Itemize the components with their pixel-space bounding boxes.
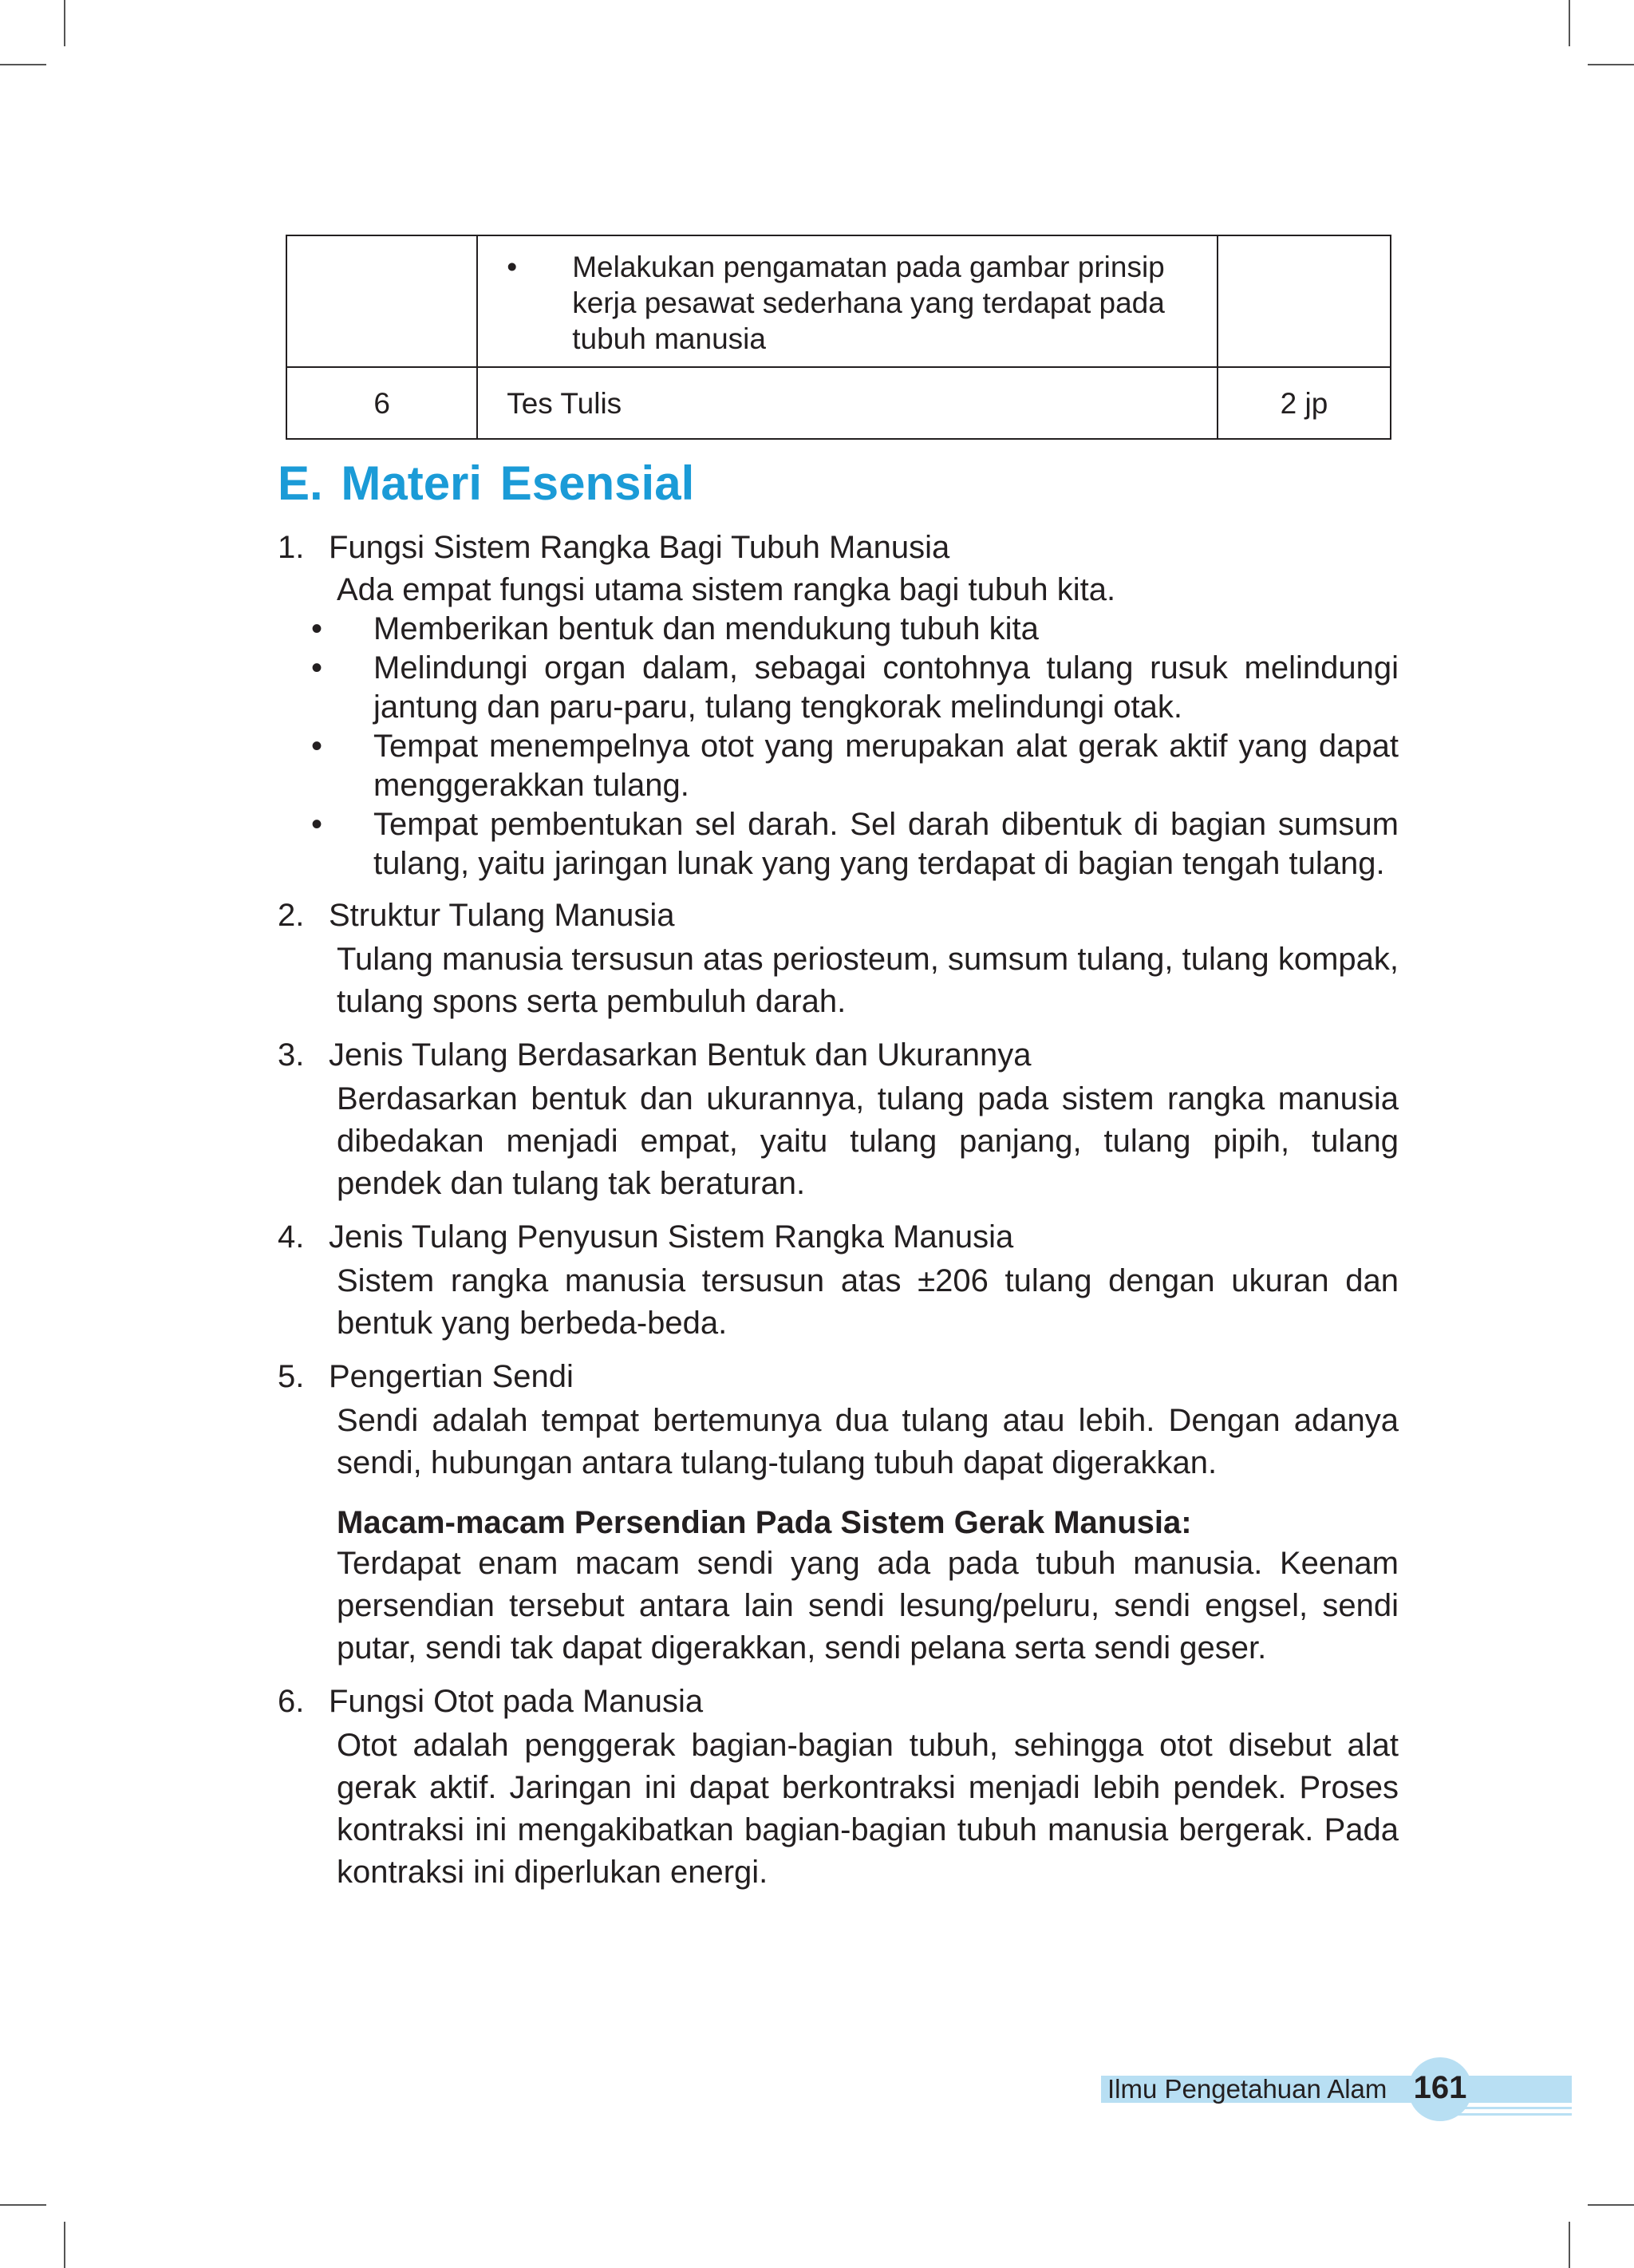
table-row: [286, 235, 1391, 367]
page-number: 161: [1413, 2070, 1467, 2105]
list-item: [278, 1218, 1399, 1345]
table-cell-number: [286, 235, 477, 367]
section-title: E. Materi Esensial: [278, 456, 695, 510]
table-cell-number: 6: [286, 367, 477, 439]
crop-mark: [1569, 0, 1570, 46]
materi-content: [278, 528, 1399, 1894]
table-cell-activity: Tes Tulis: [477, 367, 1218, 439]
table-cell-time: [1218, 235, 1391, 367]
crop-mark: [0, 2204, 46, 2206]
item-intro: Ada empat fungsi utama sistem rangka bagi tubuh kita.: [337, 572, 1116, 607]
bullet-text: Melindungi organ dalam, sebagai contohnya tulang rusuk melindungi jantung dan paru-paru, tulang tengkorak melindungi otak.: [373, 650, 1399, 725]
item-number: 2.: [278, 898, 305, 933]
crop-mark: [0, 64, 46, 65]
footer-book-title: Ilmu Pengetahuan Alam: [1107, 2074, 1387, 2104]
table-bullet-item: [507, 249, 1201, 357]
footer-stripe: [1452, 2113, 1572, 2116]
list-item: [278, 896, 1399, 1023]
list-item: [278, 1036, 1399, 1205]
bullet-text: Tempat pembentukan sel darah. Sel darah dibentuk di bagian sumsum tulang, yaitu jaringan lunak yang yang terdapat di bagian tengah tulang.: [373, 807, 1399, 881]
item-body: Otot adalah penggerak bagian-bagian tubuh, sehingga otot disebut alat gerak aktif. Jaringan ini dapat berkontraksi menjadi lebih pendek. Proses kontraksi ini mengakibatkan bagian-bagian tubuh manusia bergerak. Pada kontraksi ini diperlukan energi.: [337, 1728, 1399, 1890]
item-number: 6.: [278, 1684, 305, 1719]
list-item: [278, 1682, 1399, 1894]
list-item: [278, 1357, 1399, 1669]
activity-table: [286, 235, 1391, 440]
item-number: 3.: [278, 1037, 305, 1073]
item-body: Sistem rangka manusia tersusun atas ±206 tulang dengan ukuran dan bentuk yang berbeda-beda.: [337, 1263, 1399, 1341]
bullet-icon: •: [311, 611, 323, 646]
crop-mark: [1569, 2222, 1570, 2268]
item-title: Struktur Tulang Manusia: [329, 898, 675, 933]
crop-mark: [64, 0, 65, 46]
crop-mark: [1588, 2204, 1634, 2206]
table-cell-activity: [477, 235, 1218, 367]
item-number: 5.: [278, 1359, 305, 1394]
item-title: Jenis Tulang Penyusun Sistem Rangka Manusia: [329, 1219, 1014, 1255]
item-number: 4.: [278, 1219, 305, 1255]
bullet-icon: •: [311, 807, 323, 842]
item-subheading: Macam-macam Persendian Pada Sistem Gerak Manusia:: [337, 1505, 1192, 1540]
table-row: [286, 367, 1391, 439]
item-body: Tulang manusia tersusun atas periosteum, sumsum tulang, tulang kompak, tulang spons serta pembuluh darah.: [337, 942, 1399, 1019]
bullet-icon: •: [507, 251, 518, 283]
item-subbody: Terdapat enam macam sendi yang ada pada tubuh manusia. Keenam persendian tersebut antara lain sendi lesung/peluru, sendi engsel, sendi putar, sendi tak dapat digerakkan, sendi pelana serta sendi geser.: [337, 1546, 1399, 1665]
crop-mark: [1588, 64, 1634, 65]
item-title: Fungsi Sistem Rangka Bagi Tubuh Manusia: [329, 530, 950, 565]
list-item: [278, 528, 1399, 883]
item-body: Berdasarkan bentuk dan ukurannya, tulang pada sistem rangka manusia dibedakan menjadi empat, yaitu tulang panjang, tulang pipih, tulang pendek dan tulang tak beraturan.: [337, 1081, 1399, 1201]
bullet-item: [310, 727, 1399, 805]
item-title: Fungsi Otot pada Manusia: [329, 1684, 704, 1719]
table-activity-text: Melakukan pengamatan pada gambar prinsip kerja pesawat sederhana yang terdapat pada tubuh manusia: [572, 251, 1165, 355]
bullet-icon: •: [311, 729, 323, 764]
item-title: Pengertian Sendi: [329, 1359, 574, 1394]
item-title: Jenis Tulang Berdasarkan Bentuk dan Ukurannya: [329, 1037, 1032, 1073]
bullet-item: [310, 649, 1399, 727]
table-cell-time: 2 jp: [1218, 367, 1391, 439]
item-body: Sendi adalah tempat bertemunya dua tulang atau lebih. Dengan adanya sendi, hubungan antara tulang-tulang tubuh dapat digerakkan.: [337, 1403, 1399, 1480]
bullet-text: Memberikan bentuk dan mendukung tubuh kita: [373, 611, 1039, 646]
crop-mark: [64, 2222, 65, 2268]
bullet-text: Tempat menempelnya otot yang merupakan alat gerak aktif yang dapat menggerakkan tulang.: [373, 729, 1399, 803]
bullet-item: [310, 805, 1399, 883]
bullet-item: [310, 610, 1399, 649]
item-number: 1.: [278, 530, 305, 565]
bullet-icon: •: [311, 650, 323, 686]
